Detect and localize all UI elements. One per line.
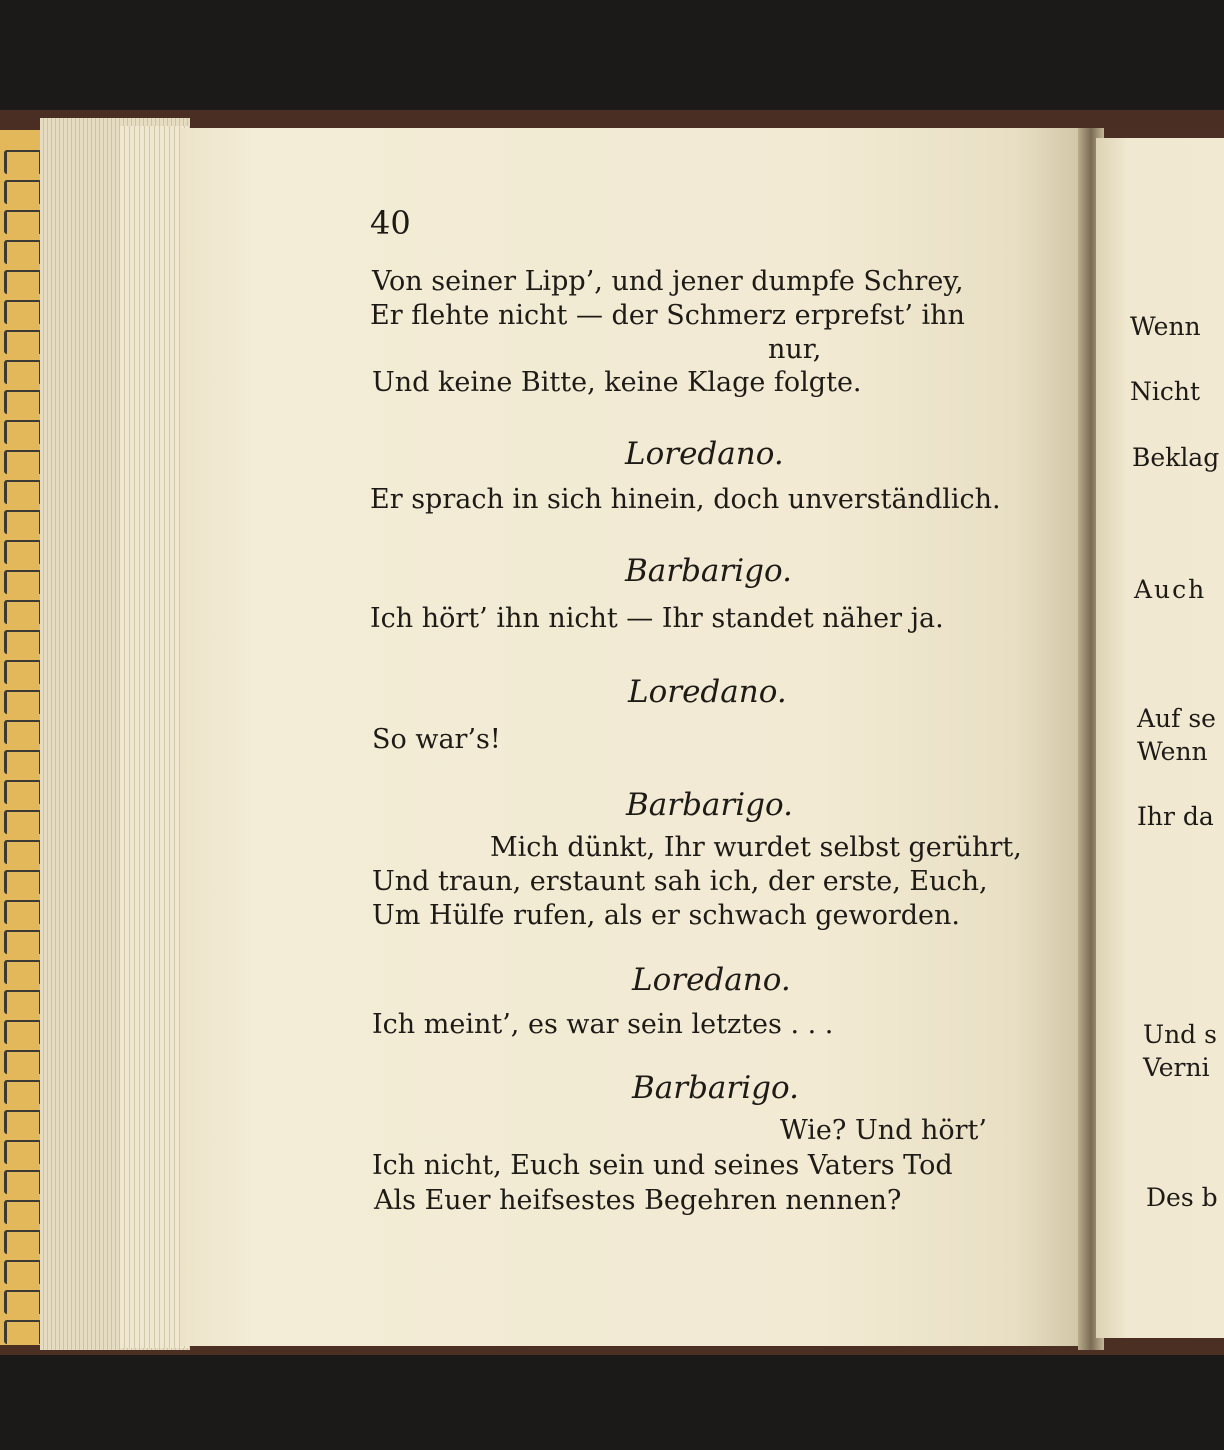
verse-line: Und keine Bitte, keine Klage folgte.: [372, 367, 862, 398]
edge-ornament: [4, 1140, 42, 1164]
edge-ornament: [4, 1320, 42, 1344]
right-page-fragment: Und s: [1143, 1020, 1217, 1049]
edge-ornament: [4, 1170, 42, 1194]
edge-ornament: [4, 150, 42, 174]
verse-line: Als Euer heifsestes Begehren nennen?: [374, 1185, 902, 1216]
edge-ornament: [4, 750, 42, 774]
right-page-fragment: Nicht: [1130, 377, 1201, 406]
edge-ornament: [4, 690, 42, 714]
edge-ornament: [4, 1260, 42, 1284]
edge-ornament: [4, 420, 42, 444]
edge-ornament: [4, 300, 42, 324]
edge-ornament: [4, 630, 42, 654]
edge-ornament: [4, 990, 42, 1014]
edge-ornament: [4, 600, 42, 624]
edge-ornament: [4, 660, 42, 684]
edge-ornament: [4, 1020, 42, 1044]
edge-ornament: [4, 330, 42, 354]
edge-ornament: [4, 840, 42, 864]
edge-ornament: [4, 1050, 42, 1074]
verse-line: Um Hülfe rufen, als er schwach geworden.: [372, 900, 960, 931]
edge-ornament: [4, 240, 42, 264]
edge-ornament: [4, 780, 42, 804]
decorated-edge: [0, 130, 44, 1345]
edge-ornament: [4, 1200, 42, 1224]
verse-line: Ich nicht, Euch sein und seines Vaters Tod: [372, 1150, 953, 1181]
speaker-name: Barbarigo.: [625, 553, 792, 589]
speaker-name: Barbarigo.: [626, 787, 793, 823]
edge-ornament: [4, 1230, 42, 1254]
edge-ornament: [4, 210, 42, 234]
verse-line: Ich meint’, es war sein letztes . . .: [372, 1009, 834, 1040]
edge-ornament: [4, 810, 42, 834]
right-page-fragment: Auf se: [1137, 704, 1216, 733]
right-page-fragment: Wenn: [1130, 312, 1201, 341]
edge-ornament: [4, 450, 42, 474]
edge-ornament: [4, 960, 42, 984]
speaker-name: Loredano.: [625, 436, 784, 472]
verse-line: Er sprach in sich hinein, doch unverständlich.: [370, 484, 1001, 515]
verse-line: So war’s!: [372, 724, 501, 755]
verse-line: Und traun, erstaunt sah ich, der erste, Euch,: [372, 866, 988, 897]
verse-line: Wie? Und hört’: [780, 1115, 987, 1146]
edge-ornament: [4, 1290, 42, 1314]
page-number: 40: [370, 204, 411, 242]
edge-ornament: [4, 480, 42, 504]
right-page-fragment: Beklag: [1132, 443, 1220, 472]
edge-ornament: [4, 930, 42, 954]
verse-line: nur,: [768, 334, 822, 365]
right-page-fragment: Verni: [1143, 1053, 1210, 1082]
edge-ornament: [4, 390, 42, 414]
edge-ornament: [4, 270, 42, 294]
right-page-fragment: Ihr da: [1137, 802, 1214, 831]
right-page-fragment: Wenn: [1137, 737, 1208, 766]
right-page-fragment: Auch: [1134, 575, 1207, 604]
edge-ornament: [4, 1080, 42, 1104]
edge-ornament: [4, 540, 42, 564]
verse-line: Mich dünkt, Ihr wurdet selbst gerührt,: [490, 832, 1022, 863]
edge-ornament: [4, 720, 42, 744]
right-page-fragment: Des b: [1146, 1183, 1218, 1212]
edge-ornament: [4, 510, 42, 534]
edge-ornament: [4, 360, 42, 384]
edge-ornament: [4, 570, 42, 594]
verse-line: Von seiner Lipp’, und jener dumpfe Schrey,: [372, 266, 964, 297]
speaker-name: Loredano.: [628, 674, 787, 710]
edge-ornament: [4, 1110, 42, 1134]
edge-ornament: [4, 180, 42, 204]
edge-ornament: [4, 900, 42, 924]
edge-ornament: [4, 870, 42, 894]
verse-line: Er flehte nicht — der Schmerz erprefst’ ihn: [370, 300, 965, 331]
speaker-name: Barbarigo.: [632, 1070, 799, 1106]
speaker-name: Loredano.: [632, 962, 791, 998]
verse-line: Ich hört’ ihn nicht — Ihr standet näher ja.: [370, 603, 944, 634]
